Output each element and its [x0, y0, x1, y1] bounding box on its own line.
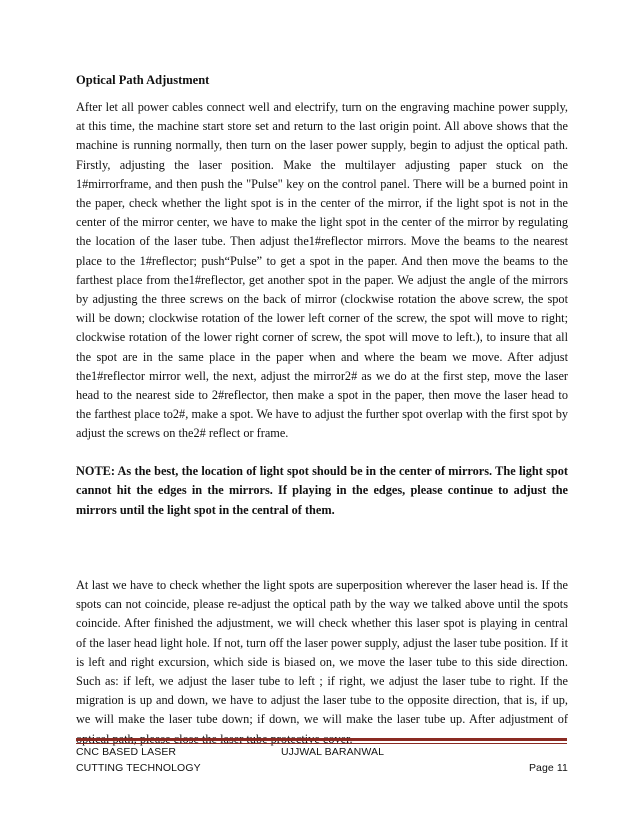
footer-rule-thick — [76, 738, 567, 741]
footer-title-line-1: CNC BASED LASER — [76, 746, 177, 758]
footer-title-line-2: CUTTING TECHNOLOGY — [76, 762, 201, 774]
footer-author: UJJWAL BARANWAL — [281, 746, 385, 758]
body-paragraph-1: After let all power cables connect well and electrify, turn on the engraving machine power supply, at this time, the machine start store set and return to the last origin point. All above shows that the machine is running normally, then turn on the laser power supply, begin to adjust the optical path. Firstly, adjusting the laser position. Make the multilayer adjusting paper stuck on the 1#mirrorframe, and then push the "Pulse" key on the control panel. There will be a burned point in the paper, check whether the light spot is in the center of the mirror, if the light spot is not in the center of the mirror center, we have to make the light spot in the center of the mirror by regulating the location of the laser tube. Then adjust the1#reflector mirrors. Move the beams to the nearest place to the 1#reflector; push“Pulse” to get a spot in the paper. And then move the beams to the farthest place from the1#reflector, get another spot in the paper. We adjust the angle of the mirrors by adjusting the three screws on the back of mirror (clockwise rotation the above screw, the spot will be down; clockwise rotation of the lower left corner of the screw, the spot will move to right; clockwise rotation of the lower right corner of screw, the spot will move to left.), to insure that all the spot are in the same place in the paper when and where the beam we move. After adjust the1#reflector mirror well, the next, adjust the mirror2# as we do at the first step, move the laser head to the nearest side to 2#reflector, then make a spot in the paper, then move the laser head to the farthest place to2#, make a spot. We have to adjust the further spot overlap with the first spot by adjust the screws on the2# reflect or frame. — [76, 100, 568, 441]
section-heading: Optical Path Adjustment — [76, 73, 210, 87]
footer-rule-thin — [76, 743, 567, 744]
body-paragraph-2: At last we have to check whether the light spots are superposition wherever the laser head is. If the spots can not coincide, please re-adjust the optical path by the way we talked above until the spots coincide. After finished the adjustment, we will check whether this laser spot is playing in central of the laser head light hole. If not, turn off the laser power supply, adjust the laser tube position. If it is left and right excursion, which side is biased on, we move the laser tube to this side direction. Such as: if left, we adjust the laser tube to left ; if right, we adjust the laser tube to right. If the migration is up and down, we have to adjust the laser tube to the opposite direction, that is, if up, we will make the laser tube down; if down, we will make the laser tube up. After adjustment of — [76, 578, 568, 727]
footer-page-number: Page 11 — [528, 762, 568, 774]
note-paragraph: NOTE: As the best, the location of light spot should be in the center of mirrors. The light spot cannot hit the edges in the mirrors. If playing in the edges, please continue to adjust the mirrors until the light spot in the central of them. — [76, 464, 568, 517]
